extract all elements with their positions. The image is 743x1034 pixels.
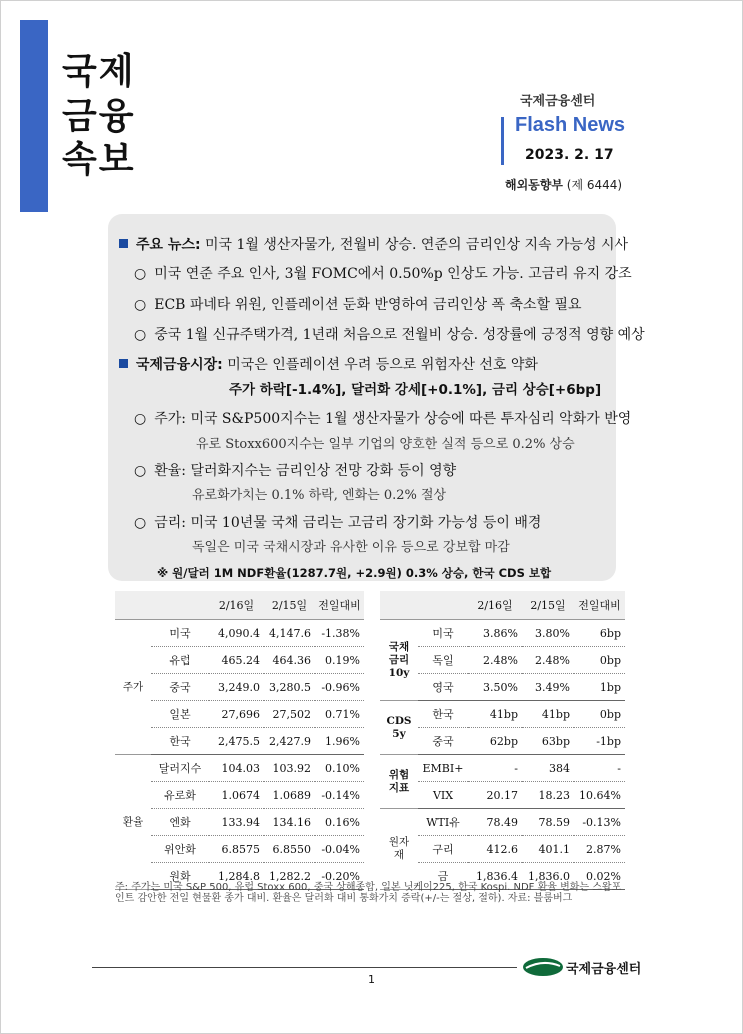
table-row — [115, 647, 364, 674]
market-summary: 주가 하락[-1.4%], 달러화 강세[+0.1%], 금리 상승[+6bp] — [229, 382, 602, 398]
row-label: 한국 — [151, 728, 209, 755]
table-cell: -0.20% — [315, 863, 364, 890]
column-header: 2/16일 — [468, 591, 522, 620]
table-cell: 1,282.2 — [264, 863, 315, 890]
row-label: 원화 — [151, 863, 209, 890]
table-row — [115, 674, 364, 701]
table-cell: 0.16% — [315, 809, 364, 836]
market-item-sub: 유로화가치는 0.1% 하락, 엔화는 0.2% 절상 — [192, 488, 447, 503]
market-item-rates — [134, 512, 541, 532]
table-cell: 1,284.8 — [209, 863, 264, 890]
circle-bullet-icon: ○ — [134, 411, 147, 427]
market-item-sub: 독일은 미국 국채시장과 유사한 이유 등으로 강보합 마감 — [192, 540, 510, 555]
table-cell: 3.49% — [522, 674, 574, 701]
table-cell: -1bp — [574, 728, 625, 755]
group-label: CDS 5y — [380, 701, 418, 755]
issue-info — [505, 176, 622, 193]
table-row — [380, 755, 625, 782]
column-header: 전일대비 — [315, 591, 364, 620]
market-item-text: 미국 10년물 국채 금리는 고금리 장기화 가능성 등이 배경 — [190, 515, 542, 531]
report-date: 2023. 2. 17 — [525, 147, 614, 163]
news-item-text: 미국 연준 주요 인사, 3월 FOMC에서 0.50%p 인상도 가능. 고금리 유지 강조 — [154, 266, 632, 282]
table-cell: 1bp — [574, 674, 625, 701]
table-cell: -1.38% — [315, 620, 364, 647]
group-label: 위험 지표 — [380, 755, 418, 809]
table-cell: 0.02% — [574, 863, 625, 890]
market-item-label: 금리: — [154, 515, 186, 531]
table-cell: 401.1 — [522, 836, 574, 863]
row-label: 미국 — [418, 620, 468, 647]
square-bullet-icon — [119, 359, 128, 368]
header-divider — [501, 117, 504, 165]
table-cell: 18.23 — [522, 782, 574, 809]
table-row — [115, 701, 364, 728]
circle-bullet-icon: ○ — [134, 463, 147, 479]
column-header — [115, 591, 151, 620]
table-cell: 10.64% — [574, 782, 625, 809]
row-label: 위안화 — [151, 836, 209, 863]
news-item — [134, 294, 582, 314]
news-headline — [119, 234, 628, 254]
markets-table-left — [115, 591, 364, 890]
row-label: 중국 — [151, 674, 209, 701]
table-cell: 27,696 — [209, 701, 264, 728]
table-cell: 3.80% — [522, 620, 574, 647]
table-cell: 0bp — [574, 647, 625, 674]
circle-bullet-icon: ○ — [134, 327, 147, 343]
table-cell: 2.48% — [522, 647, 574, 674]
group-label: 국채 금리 10y — [380, 620, 418, 701]
row-label: 일본 — [151, 701, 209, 728]
table-cell: -0.96% — [315, 674, 364, 701]
issue-number: (제 6444) — [566, 178, 623, 192]
table-cell: - — [574, 755, 625, 782]
row-label: 중국 — [418, 728, 468, 755]
table-cell: 2.87% — [574, 836, 625, 863]
market-item-label: 환율: — [154, 463, 186, 479]
news-item-text: ECB 파네타 위원, 인플레이션 둔화 반영하여 금리인상 폭 축소할 필요 — [154, 297, 582, 313]
table-row — [380, 620, 625, 647]
table-cell: 1,836.0 — [522, 863, 574, 890]
title-line-3: 속보 — [62, 139, 136, 180]
row-label: VIX — [418, 782, 468, 809]
title-line-2: 금융 — [62, 96, 136, 137]
column-header: 2/16일 — [209, 591, 264, 620]
column-header — [151, 591, 209, 620]
column-header — [418, 591, 468, 620]
news-label: 주요 뉴스: — [136, 237, 201, 253]
ndf-note: ※ 원/달러 1M NDF환율(1287.7원, +2.9원) 0.3% 상승, 한국 CDS 보합 — [157, 566, 552, 580]
circle-bullet-icon: ○ — [134, 515, 147, 531]
row-label: 한국 — [418, 701, 468, 728]
table-cell: -0.13% — [574, 809, 625, 836]
org-name: 국제금융센터 — [520, 94, 596, 109]
table-row — [115, 755, 364, 782]
table-row — [380, 701, 625, 728]
table-cell: -0.04% — [315, 836, 364, 863]
table-cell: 4,147.6 — [264, 620, 315, 647]
table-cell: 3.50% — [468, 674, 522, 701]
news-item — [134, 263, 632, 283]
table-cell: 0bp — [574, 701, 625, 728]
footer-org-name: 국제금융센터 — [566, 962, 642, 977]
row-label: 미국 — [151, 620, 209, 647]
table-cell: 465.24 — [209, 647, 264, 674]
table-cell: 1.0674 — [209, 782, 264, 809]
table-cell: 41bp — [468, 701, 522, 728]
table-row — [115, 782, 364, 809]
row-label: 금 — [418, 863, 468, 890]
row-label: 엔화 — [151, 809, 209, 836]
table-cell: 464.36 — [264, 647, 315, 674]
table-cell: 412.6 — [468, 836, 522, 863]
table-cell: 0.10% — [315, 755, 364, 782]
table-cell: 2,475.5 — [209, 728, 264, 755]
row-label: 유로화 — [151, 782, 209, 809]
kcif-logo-icon — [522, 956, 564, 978]
table-row — [115, 620, 364, 647]
table-cell: 1.96% — [315, 728, 364, 755]
news-item — [134, 324, 645, 344]
table-cell: 133.94 — [209, 809, 264, 836]
table-cell: - — [468, 755, 522, 782]
column-header — [380, 591, 418, 620]
table-cell: 2,427.9 — [264, 728, 315, 755]
page-number: 1 — [368, 973, 375, 986]
row-label: 유럽 — [151, 647, 209, 674]
table-row — [380, 809, 625, 836]
flash-news-label: Flash News — [515, 114, 626, 136]
table-cell: 27,502 — [264, 701, 315, 728]
table-cell: 78.49 — [468, 809, 522, 836]
row-label: WTI유 — [418, 809, 468, 836]
table-cell: 0.19% — [315, 647, 364, 674]
market-item-sub: 유로 Stoxx600지수는 일부 기업의 양호한 실적 등으로 0.2% 상승 — [196, 437, 575, 452]
table-cell: 3,249.0 — [209, 674, 264, 701]
market-item-label: 주가: — [154, 411, 186, 427]
dept-name: 해외동향부 — [505, 178, 563, 192]
row-label: EMBI+ — [418, 755, 468, 782]
table-cell: -0.14% — [315, 782, 364, 809]
table-cell: 384 — [522, 755, 574, 782]
title-line-1: 국제 — [62, 51, 136, 92]
table-cell: 0.71% — [315, 701, 364, 728]
table-cell: 20.17 — [468, 782, 522, 809]
market-text: 미국은 인플레이션 우려 등으로 위험자산 선호 약화 — [227, 357, 538, 373]
row-label: 구리 — [418, 836, 468, 863]
table-row — [115, 836, 364, 863]
markets-table-right — [380, 591, 625, 890]
table-cell: 104.03 — [209, 755, 264, 782]
table-cell: 2.48% — [468, 647, 522, 674]
market-item-text: 달러화지수는 금리인상 전망 강화 등이 영향 — [190, 463, 457, 479]
market-item-stocks — [134, 408, 631, 428]
table-cell: 3.86% — [468, 620, 522, 647]
title-accent-bar — [20, 20, 48, 212]
table-cell: 78.59 — [522, 809, 574, 836]
table-note: 주: 주가는 미국 S&P 500, 유럽 Stoxx 600, 중국 상해종합, 일본 닛케이225, 한국 Kospi. NDF 환율 변화는 스왑포인트 감안한 전일 현물환 종가 대비. 환율은 달러화 대비 통화가치 증락(+/-는 절상, 절하). 자료: 블룸버그 — [115, 882, 622, 904]
news-item-text: 중국 1월 신규주택가격, 1년래 처음으로 전월비 상승. 성장률에 긍정적 영향 예상 — [154, 327, 645, 343]
table-cell: 63bp — [522, 728, 574, 755]
table-cell: 6.8575 — [209, 836, 264, 863]
market-label: 국제금융시장: — [136, 357, 223, 373]
group-label: 원자재 — [380, 809, 418, 890]
table-cell: 134.16 — [264, 809, 315, 836]
table-cell: 6bp — [574, 620, 625, 647]
circle-bullet-icon: ○ — [134, 297, 147, 313]
column-header: 2/15일 — [264, 591, 315, 620]
table-cell: 6.8550 — [264, 836, 315, 863]
square-bullet-icon — [119, 239, 128, 248]
circle-bullet-icon: ○ — [134, 266, 147, 282]
group-label: 주가 — [115, 620, 151, 755]
table-cell: 103.92 — [264, 755, 315, 782]
column-header: 전일대비 — [574, 591, 625, 620]
table-cell: 41bp — [522, 701, 574, 728]
table-cell: 1.0689 — [264, 782, 315, 809]
table-cell: 62bp — [468, 728, 522, 755]
table-row — [115, 728, 364, 755]
table-cell: 1,836.4 — [468, 863, 522, 890]
footer-rule — [92, 967, 517, 968]
column-header: 2/15일 — [522, 591, 574, 620]
table-cell: 4,090.4 — [209, 620, 264, 647]
market-item-fx — [134, 460, 456, 480]
right-table-wrap — [380, 591, 625, 890]
row-label: 달러지수 — [151, 755, 209, 782]
table-cell: 3,280.5 — [264, 674, 315, 701]
news-text: 미국 1월 생산자물가, 전월비 상승. 연준의 금리인상 지속 가능성 시사 — [205, 237, 629, 253]
row-label: 영국 — [418, 674, 468, 701]
group-label: 환율 — [115, 755, 151, 890]
market-item-text: 미국 S&P500지수는 1월 생산자물가 상승에 따른 투자심리 악화가 반영 — [190, 411, 632, 427]
left-table-wrap — [115, 591, 364, 890]
market-headline — [119, 354, 538, 374]
row-label: 독일 — [418, 647, 468, 674]
table-row — [115, 809, 364, 836]
